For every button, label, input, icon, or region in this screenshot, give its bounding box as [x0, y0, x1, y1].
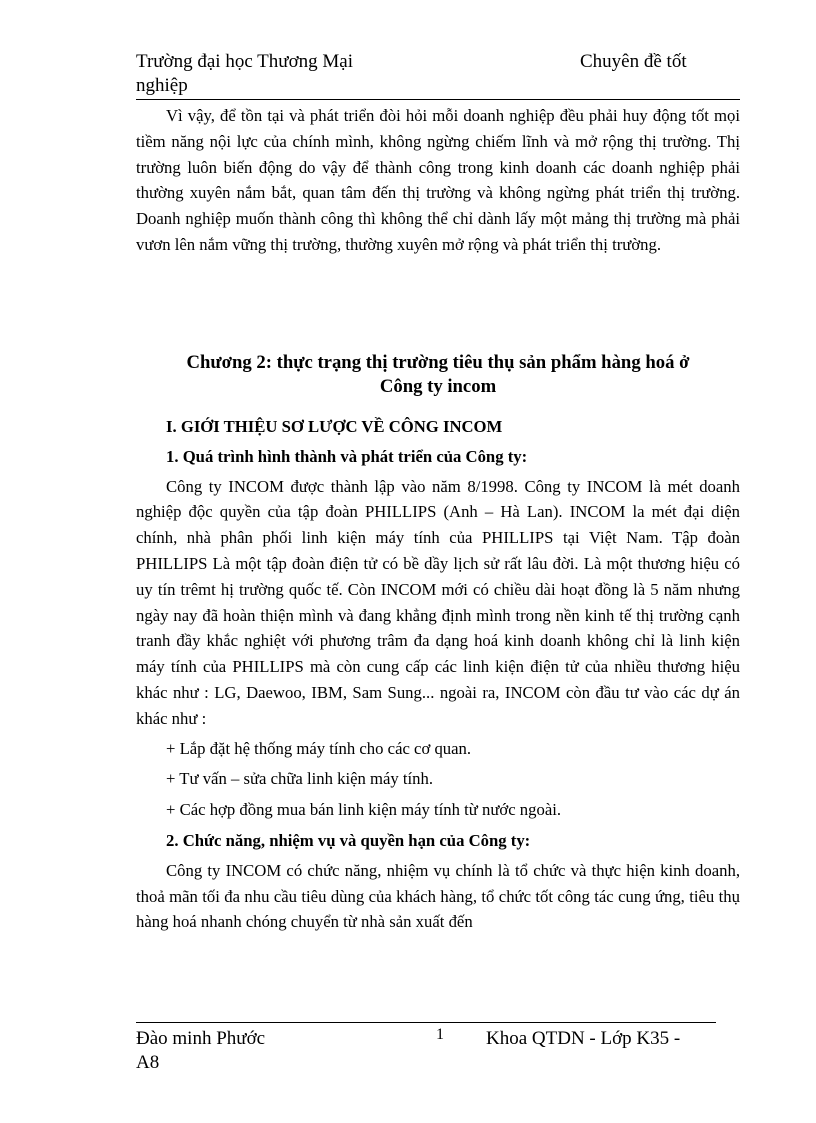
footer-class-cont: A8 — [136, 1052, 160, 1073]
footer-divider — [136, 1022, 716, 1023]
chapter-title-line2: Công ty incom — [379, 376, 497, 397]
header-doc-type-cont: nghiệp — [136, 75, 188, 96]
chapter-title — [136, 351, 740, 399]
header-doc-type: Chuyên đề tốt — [580, 51, 687, 72]
page-number: 1 — [436, 1026, 444, 1043]
sub1-paragraph: Công ty INCOM được thành lập vào năm 8/1998. Công ty INCOM là mét doanh nghiệp độc quyền của tập đoàn PHILLIPS (Anh – Hà Lan). INCOM la mét đại diện chính, nhà phân phối linh kiện máy tính của PHILLIPS tại Việt Nam. Tập đoàn PHILLIPS Là một tập đoàn điện tử có bề dầy lịch sử rất lâu đời. Là một thương hiệu có uy tín trêmt hị trường quốc tế. Còn INCOM mới có chiều dài hoạt đồng là 5 năm nhưng ngày nay đã hoàn thiện mình và đang khẳng định mình trong nền kinh tế thị trường cạnh tranh đầy khắc nghiệt với phương trâm đa dạng hoá kinh doanh không chỉ là linh kiện máy tính của PHILLIPS mà còn cung cấp các linh kiện điện tử của nhiều thương hiệu khác như : LG, Daewoo, IBM, Sam Sung... ngoài ra, INCOM còn đầu tư vào các dự án khác như : — [136, 476, 740, 728]
footer-class: Khoa QTDN - Lớp K35 - — [486, 1028, 681, 1049]
section-i-heading: I. GIỚI THIỆU SƠ LƯỢC VỀ CÔNG INCOM — [166, 417, 503, 436]
header-divider — [136, 99, 740, 100]
chapter-title-line1: Chương 2: thực trạng thị trường tiêu thụ sản phẩm hàng hoá ở — [186, 352, 690, 373]
bullet-item: + Tư vấn – sửa chữa linh kiện máy tính. — [166, 769, 434, 789]
sub2-heading: 2. Chức năng, nhiệm vụ và quyền hạn của Công ty: — [166, 830, 531, 850]
footer-author: Đào minh Phước — [136, 1028, 266, 1049]
sub1-heading: 1. Quá trình hình thành và phát triển của Công ty: — [166, 446, 528, 466]
sub2-paragraph: Công ty INCOM có chức năng, nhiệm vụ chính là tổ chức và thực hiện kinh doanh, thoả mãn tối đa nhu cầu tiêu dùng của khách hàng, tổ chức tốt công tác cung ứng, tiêu thụ hàng hoá nhanh chóng chuyển từ nhà sản xuất đến — [136, 860, 740, 932]
header-school: Trường đại học Thương Mại — [136, 51, 353, 72]
intro-section — [136, 103, 740, 258]
bullet-item: + Các hợp đồng mua bán linh kiện máy tính từ nước ngoài. — [166, 800, 562, 820]
bullet-item: + Lắp đặt hệ thống máy tính cho các cơ quan. — [166, 738, 472, 758]
intro-paragraph: Vì vậy, để tồn tại và phát triển đòi hỏi mỗi doanh nghiệp đều phải huy động tốt mọi tiềm năng nội lực của chính mình, không ngừng chiếm lĩnh và mở rộng thị trường. Thị trường luôn biến động do vậy để thành công trong kinh doanh các doanh nghiệp phải thường xuyên nắm bắt, quan tâm đến thị trường và không ngừng phát triển thị trường. Doanh nghiệp muốn thành công thì không thể chỉ dành lấy một mảng thị trường mà phải vươn lên nắm vững thị trường, thường xuyên mở rộng và phát triển thị trường. — [136, 106, 740, 254]
section-i — [136, 414, 740, 935]
